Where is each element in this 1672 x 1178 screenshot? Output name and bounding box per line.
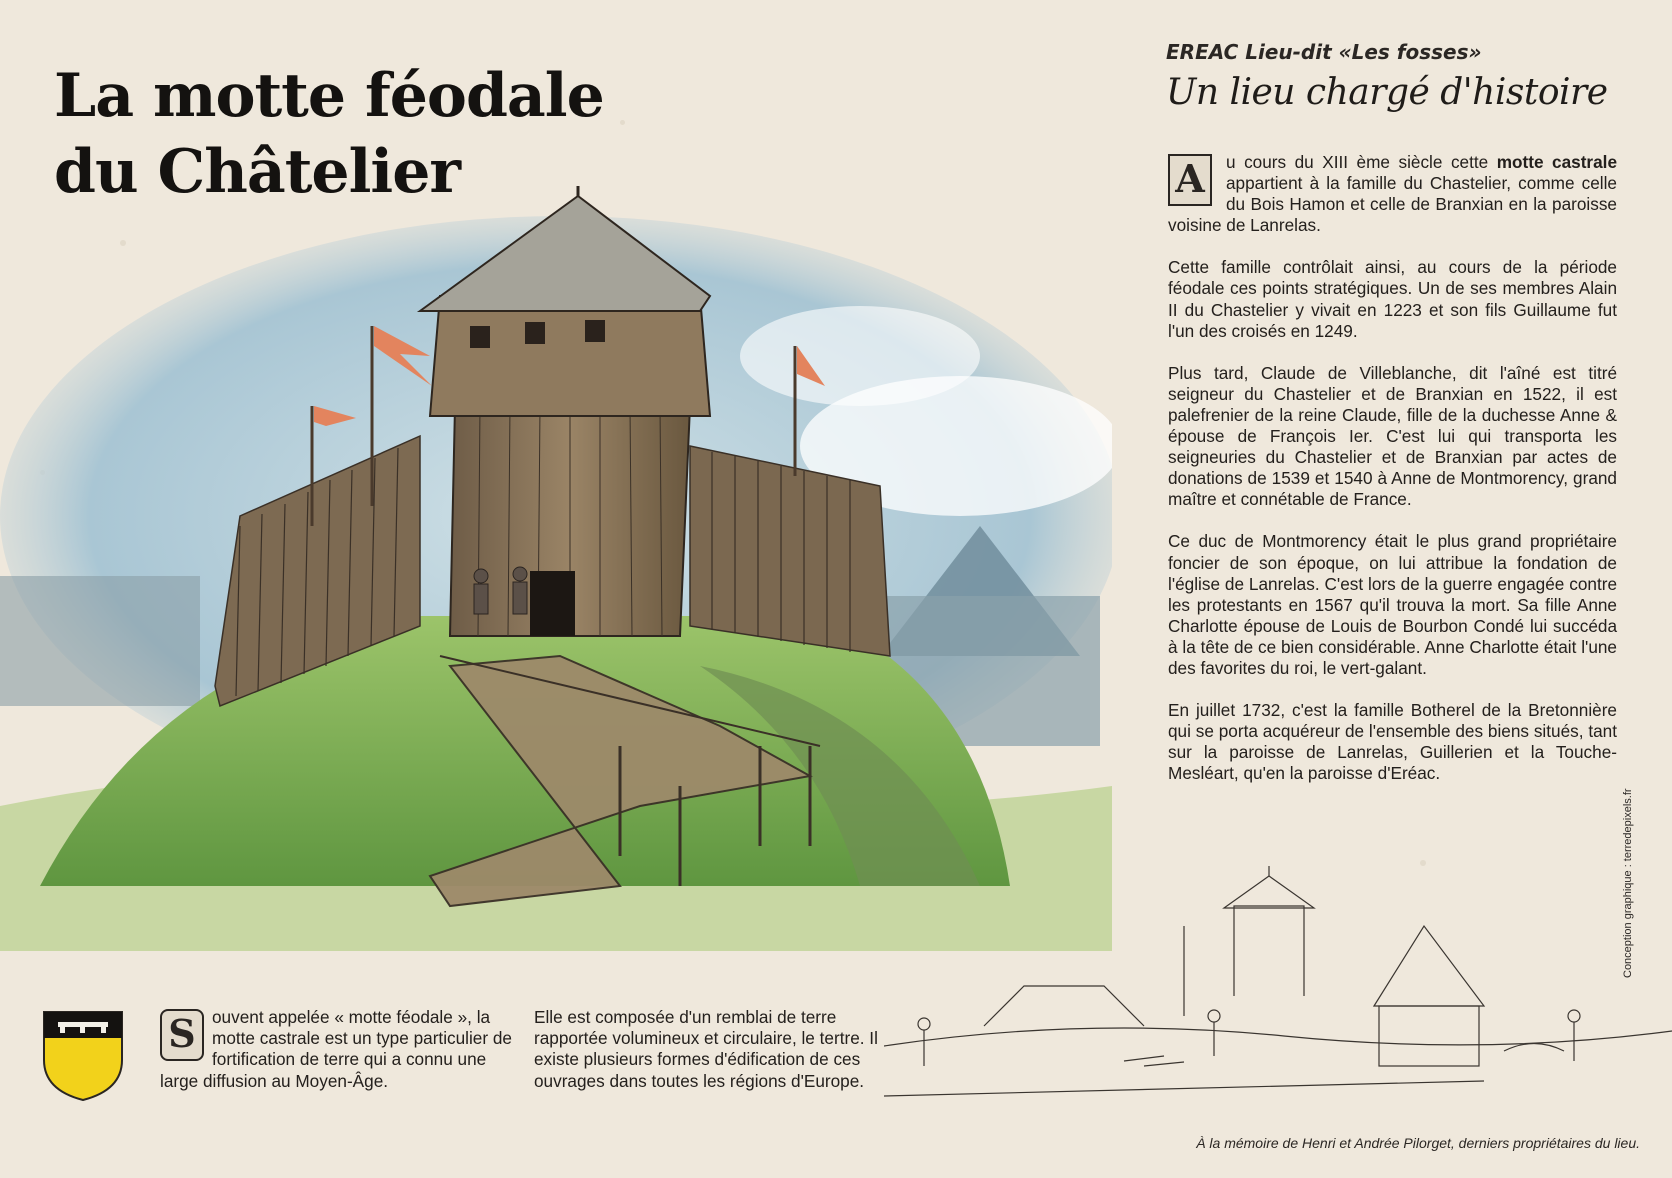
- title-line-2: du Châtelier: [54, 137, 460, 207]
- dropcap-s: S: [160, 1009, 204, 1061]
- village-sketch: [884, 866, 1672, 1136]
- title-line-1: La motte féodale: [54, 61, 604, 131]
- design-credit: Conception graphique : terredepixels.fr: [1622, 788, 1634, 978]
- article-paragraph-1: [1168, 152, 1617, 236]
- section-subtitle: Un lieu chargé d'histoire: [1166, 72, 1608, 113]
- article-paragraph-4: Ce duc de Montmorency était le plus grand propriétaire foncier de son époque, on lui attribue la fondation de l'église de Lanrelas. C'est lors de la guerre engagée contre les protestants en 1567 qu'il trouva la mort. Sa fille Anne Charlotte épouse de Louis de Bourbon Condé lui succéda à la tête de ce bien considérable. Anne Charlotte était l'une des favorites du roi, le vert-galant.: [1168, 531, 1617, 678]
- article-paragraph-3: Plus tard, Claude de Villeblanche, dit l'aîné est titré seigneur du Chastelier et de Branxian en 1522, il est palefrenier de la reine Claude, fille de la duchesse Anne & épouse de François Ier. C'est lui qui transporta les seigneuries du Chastelier et de Branxian par actes de donations de 1539 et 1540 à Anne de Montmorency, grand maître et connétable de France.: [1168, 362, 1617, 510]
- intro-text: ouvent appelée « motte féodale », la motte castrale est un type particulier de fortification de terre qui a connu une large diffusion au Moyen-Âge.: [160, 1007, 512, 1091]
- dropcap-a: A: [1168, 154, 1212, 206]
- location-kicker: EREAC Lieu-dit «Les fosses»: [1166, 40, 1482, 64]
- p1-bold: motte castrale: [1496, 152, 1617, 172]
- dedication-text: À la mémoire de Henri et Andrée Pilorget, derniers propriétaires du lieu.: [1196, 1135, 1640, 1151]
- composition-text-block: Elle est composée d'un remblai de terre rapportée volumineux et circulaire, le tertre. Il existe plusieurs formes d'édification de ces ouvrages dans toutes les régions d'Europe.: [534, 1007, 878, 1091]
- intro-text-block: [160, 1007, 516, 1092]
- p1-after: appartient à la famille du Chastelier, comme celle du Bois Hamon et celle de Branxian en la paroisse voisine de Lanrelas.: [1168, 173, 1617, 236]
- coat-of-arms-icon: [42, 1010, 124, 1102]
- p1-before: u cours du XIII ème siècle cette: [1226, 152, 1497, 172]
- article-paragraph-5: En juillet 1732, c'est la famille Botherel de la Bretonnière qui se porta acquéreur de l'ensemble des biens situés, tant sur la paroisse de Lanrelas, Guillerien et la Touche-Mesléart, qu'en la paroisse d'Eréac.: [1168, 700, 1617, 784]
- history-article: [1168, 152, 1617, 805]
- motte-illustration: [0, 186, 1112, 951]
- article-paragraph-2: Cette famille contrôlait ainsi, au cours de la période féodale ces points stratégiques. Un de ses membres Alain II du Chastelier y vivait en 1223 et son fils Guillaume fut l'un des croisés en 1249.: [1168, 257, 1617, 341]
